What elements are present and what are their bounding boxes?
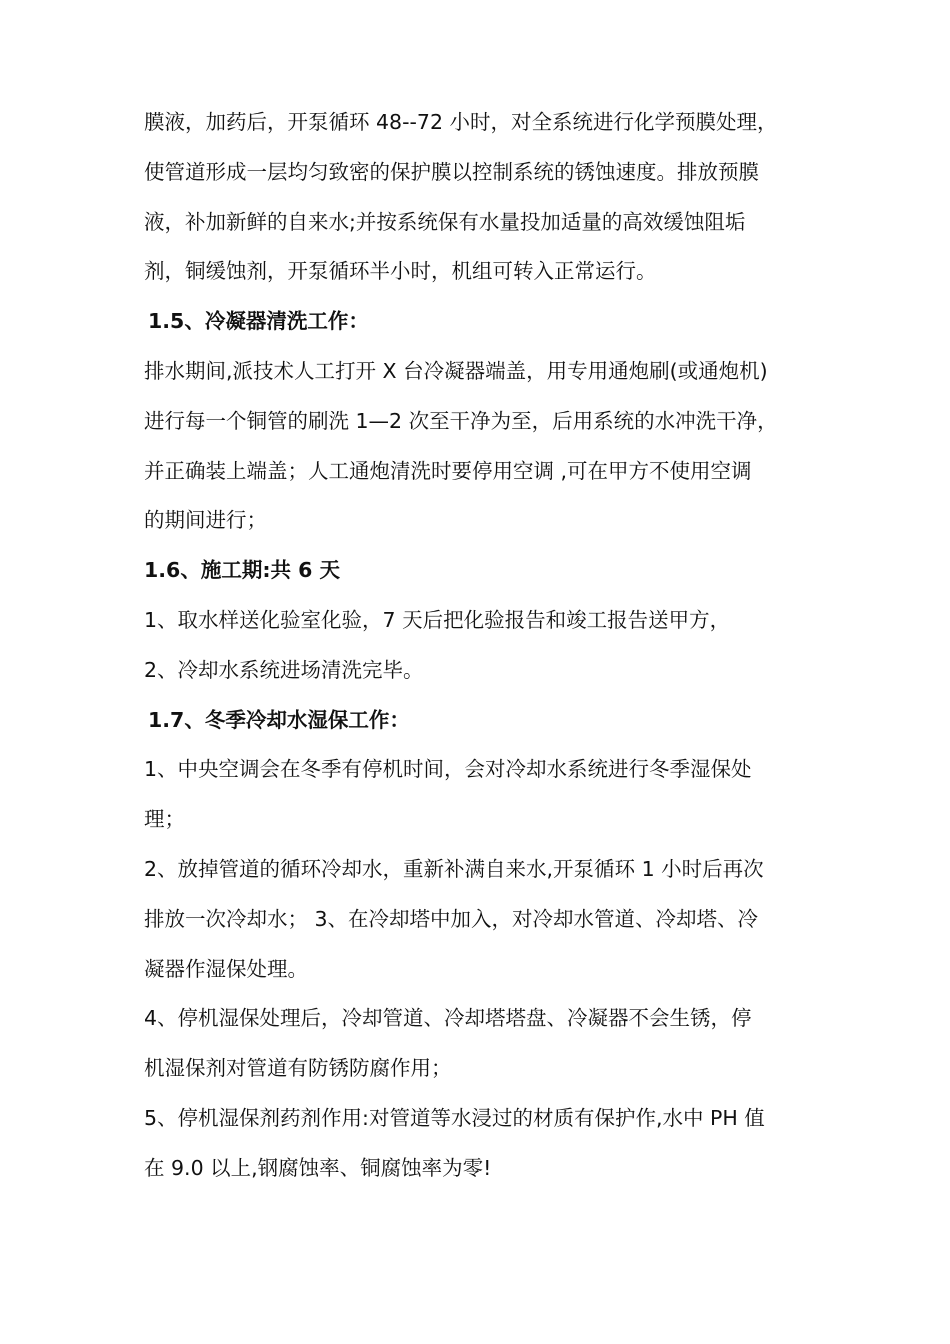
section-heading-1-7: 1.7、冬季冷却水湿保工作： — [148, 707, 410, 732]
text-line: 液，补加新鲜的自来水;并按系统保有水量投加适量的高效缓蚀阻垢 — [144, 209, 746, 234]
text-line: 2、冷却水系统进场清洗完毕。 — [144, 657, 424, 682]
text-line: 1、取水样送化验室化验，7 天后把化验报告和竣工报告送甲方， — [144, 607, 731, 632]
text-line: 2、放掉管道的循环冷却水，重新补满自来水,开泵循环 1 小时后再次 — [144, 856, 764, 881]
text-line: 膜液，加药后，开泵循环 48--72 小时，对全系统进行化学预膜处理， — [144, 110, 778, 134]
text-line: 机湿保剂对管道有防锈防腐作用； — [144, 1056, 452, 1081]
text-line: 进行每一个铜管的刷洗 1—2 次至干净为至，后用系统的水冲洗干净， — [144, 408, 778, 433]
intro-paragraph — [144, 98, 812, 297]
section-heading-1-6: 1.6、施工期:共 6 天 — [144, 558, 341, 583]
document-body — [144, 98, 812, 1194]
text-line: 排放一次冷却水； 3、在冷却塔中加入，对冷却水管道、冷却塔、冷 — [144, 906, 759, 931]
text-line: 使管道形成一层均匀致密的保护膜以控制系统的锈蚀速度。排放预膜 — [144, 159, 759, 184]
section-1-5-paragraph — [144, 347, 812, 546]
text-line: 在 9.0 以上,钢腐蚀率、铜腐蚀率为零! — [144, 1155, 492, 1180]
text-line: 剂，铜缓蚀剂，开泵循环半小时，机组可转入正常运行。 — [144, 259, 657, 284]
text-line: 1、中央空调会在冬季有停机时间，会对冷却水系统进行冬季湿保处 — [144, 757, 752, 782]
section-heading-1-5: 1.5、冷凝器清洗工作： — [148, 309, 369, 334]
text-line: 5、停机湿保剂药剂作用:对管道等水浸过的材质有保护作,水中 PH 值 — [144, 1105, 765, 1130]
section-1-6-paragraph — [144, 596, 812, 696]
text-line: 的期间进行； — [144, 508, 267, 533]
text-line: 凝器作湿保处理。 — [144, 956, 308, 981]
section-1-7-paragraph — [144, 745, 812, 1193]
text-line: 排水期间,派技术人工打开 X 台冷凝器端盖，用专用通炮刷(或通炮机) — [144, 358, 768, 383]
text-line: 并正确装上端盖；人工通炮清洗时要停用空调 ,可在甲方不使用空调 — [144, 458, 752, 483]
text-line: 理； — [144, 807, 185, 832]
text-line: 4、停机湿保处理后，冷却管道、冷却塔塔盘、冷凝器不会生锈，停 — [144, 1006, 752, 1031]
